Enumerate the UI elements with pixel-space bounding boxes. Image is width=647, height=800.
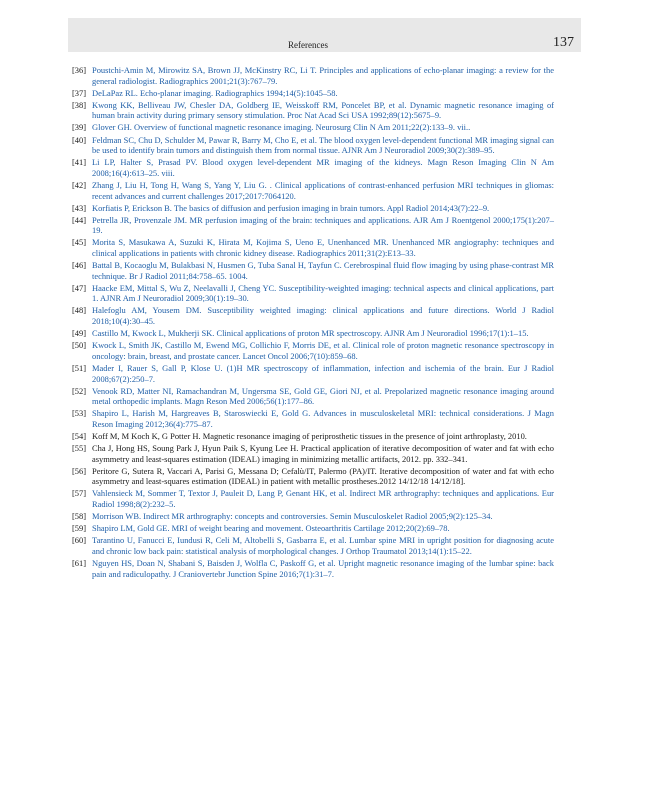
- reference-link[interactable]: Poustchi-Amin M, Mirowitz SA, Brown JJ, McKinstry RC, Li T. Principles and applications of echo-planar imaging: a review for the general radiologist. Radiographics 2001;21(3):767–79.: [92, 65, 554, 86]
- reference-item: [72, 260, 554, 281]
- reference-number: [41]: [72, 157, 87, 168]
- reference-item: [72, 203, 554, 214]
- reference-link[interactable]: Zhang J, Liu H, Tong H, Wang S, Yang Y, Liu G. . Clinical applications of contrast-enhanced perfusion MRI techniques in gliomas: recent advances and current challenges 2017;2017:7064120.: [92, 179, 554, 201]
- reference-number: [36]: [72, 65, 87, 75]
- reference-number: [48]: [72, 305, 87, 316]
- reference-number: [57]: [72, 488, 87, 499]
- reference-item: [72, 511, 554, 522]
- reference-number: [61]: [72, 558, 87, 569]
- reference-number: [44]: [72, 214, 87, 225]
- reference-item: [72, 558, 554, 579]
- reference-link[interactable]: Haacke EM, Mittal S, Wu Z, Neelavalli J, Cheng YC. Susceptibility-weighted imaging: technical aspects and clinical applications, part 1. AJNR Am J Neuroradiol 2009;30(1):19–30.: [92, 282, 554, 304]
- reference-number: [51]: [72, 362, 87, 373]
- reference-item: [72, 408, 554, 429]
- page-number: 137: [553, 35, 574, 50]
- reference-link[interactable]: DeLaPaz RL. Echo-planar imaging. Radiographics 1994;14(5):1045–58.: [92, 87, 338, 98]
- reference-item: [72, 135, 554, 156]
- reference-text: Peritore G, Sutera R, Vaccari A, Parisi G, Messana D; Cefalù/IT, Palermo (PA)/IT. Iterative decomposition of water and fat with echo asymmetry and least-squares estimation (IDEAL) in patient with metallic prostheses.2012 14/12/18 14/12/18].: [92, 465, 554, 487]
- reference-number: [43]: [72, 202, 87, 213]
- reference-item: [72, 305, 554, 326]
- reference-item: [72, 237, 554, 258]
- reference-link[interactable]: Halefoglu AM, Yousem DM. Susceptibility weighted imaging: clinical applications and future directions. World J Radiol 2018;10(4):30–45.: [92, 305, 554, 327]
- reference-link[interactable]: Li LP, Halter S, Prasad PV. Blood oxygen level-dependent MR imaging of the kidneys. Magn Reson Imaging Clin N Am 2008;16(4):613–25. viii.: [92, 157, 554, 178]
- reference-number: [54]: [72, 431, 87, 441]
- reference-number: [59]: [72, 523, 87, 534]
- reference-item: [72, 431, 554, 442]
- reference-item: [72, 65, 554, 86]
- reference-number: [38]: [72, 99, 87, 110]
- reference-link[interactable]: Kwong KK, Belliveau JW, Chesler DA, Goldberg IE, Weisskoff RM, Poncelet BP, et al. Dynamic magnetic resonance imaging of human brain activity during primary sensory stimulation. Proc Nat Acad Sci USA 1992;89(12):5675–9.: [92, 99, 554, 121]
- reference-link[interactable]: Shapiro L, Harish M, Hargreaves B, Staroswiecki E, Gold G. Advances in musculoskeletal MRI: technical considerations. J Magn Reson Imaging 2012;36(4):775–87.: [92, 408, 554, 429]
- reference-number: [58]: [72, 511, 87, 522]
- reference-number: [52]: [72, 385, 87, 396]
- reference-number: [49]: [72, 328, 87, 339]
- reference-number: [46]: [72, 260, 87, 271]
- reference-number: [50]: [72, 340, 87, 351]
- reference-item: [72, 122, 554, 133]
- reference-item: [72, 283, 554, 304]
- reference-link[interactable]: Nguyen HS, Doan N, Shabani S, Baisden J, Wolfla C, Paskoff G, et al. Upright magnetic resonance imaging of the lumbar spine: back pain and radiculopathy. J Craniovertebr Junction Spine 2016;7(1):31–7.: [92, 558, 554, 579]
- reference-item: [72, 157, 554, 178]
- reference-number: [39]: [72, 122, 87, 133]
- reference-item: [72, 215, 554, 236]
- reference-link[interactable]: Vahlensieck M, Sommer T, Textor J, Pauleit D, Lang P, Genant HK, et al. Indirect MR arthrography: techniques and applications. Eur Radiol 1998;8(2):232–5.: [92, 488, 554, 510]
- reference-number: [42]: [72, 179, 87, 190]
- reference-link[interactable]: Shapiro LM, Gold GE. MRI of weight bearing and movement. Osteoarthritis Cartilage 2012;20(2):69–78.: [92, 523, 450, 534]
- reference-number: [45]: [72, 237, 87, 248]
- reference-number: [37]: [72, 87, 87, 98]
- reference-number: [40]: [72, 134, 87, 145]
- reference-link[interactable]: Petrella JR, Provenzale JM. MR perfusion imaging of the brain: techniques and applications. AJR Am J Roentgenol 2000;175(1):207–19.: [92, 214, 554, 236]
- reference-item: [72, 88, 554, 99]
- reference-number: [60]: [72, 535, 87, 546]
- reference-item: [72, 328, 554, 339]
- reference-number: [53]: [72, 408, 87, 419]
- reference-link[interactable]: Kwock L, Smith JK, Castillo M, Ewend MG, Collichio F, Morris DE, et al. Clinical role of proton magnetic resonance spectroscopy in oncology: brain, breast, and prostate cancer. Lancet Oncol 2006;7(10):859–68.: [92, 340, 554, 361]
- reference-item: [72, 386, 554, 407]
- reference-list: [72, 65, 554, 581]
- reference-item: [72, 363, 554, 384]
- reference-number: [47]: [72, 282, 87, 293]
- reference-text: Cha J, Hong HS, Soung Park J, Hyun Paik S, Kyung Lee H. Practical application of iterative decomposition of water and fat with echo asymmetry and least-squares estimation (IDEAL) imaging in minimizing metallic artifacts, 2012. pp. 332–341.: [92, 443, 554, 464]
- reference-item: [72, 340, 554, 361]
- reference-link[interactable]: Morita S, Masukawa A, Suzuki K, Hirata M, Kojima S, Ueno E, Unenhanced MR. Unenhanced MR angiography: techniques and clinical applications in patients with chronic kidney disease. Radiographics 2011;31(2):E13–33.: [92, 237, 554, 258]
- reference-item: [72, 180, 554, 201]
- reference-number: [56]: [72, 465, 87, 476]
- reference-link[interactable]: Morrison WB. Indirect MR arthrography: concepts and controversies. Semin Musculoskelet Radiol 2005;9(2):125–34.: [92, 511, 493, 522]
- reference-number: [55]: [72, 443, 87, 454]
- reference-link[interactable]: Battal B, Kocaoglu M, Bulakbasi N, Husmen G, Tuba Sanal H, Tayfun C. Cerebrospinal fluid flow imaging by using phase-contrast MR technique. Br J Radiol 2011;84:758–65. 1004.: [92, 260, 554, 281]
- reference-item: [72, 523, 554, 534]
- reference-item: [72, 443, 554, 464]
- reference-item: [72, 100, 554, 121]
- running-title: References: [288, 40, 328, 50]
- reference-link[interactable]: Feldman SC, Chu D, Schulder M, Pawar R, Barry M, Cho E, et al. The blood oxygen level-dependent functional MR imaging signal can be used to identify brain tumors and distinguish them from normal tissue. AJNR Am J Neuroradiol 2009;30(2):389–95.: [92, 134, 554, 156]
- reference-link[interactable]: Tarantino U, Fanucci E, Iundusi R, Celi M, Altobelli S, Gasbarra E, et al. Lumbar spine MRI in upright position for diagnosing acute and chronic low back pain: statistical analysis of morphological changes. J Orthop Traumatol 2013;14(1):15–22.: [92, 535, 554, 556]
- reference-link[interactable]: Venook RD, Matter NI, Ramachandran M, Ungersma SE, Gold GE, Giori NJ, et al. Prepolarized magnetic resonance imaging around metal orthopedic implants. Magn Reson Med 2006;56(1):177–86.: [92, 385, 554, 407]
- reference-link[interactable]: Glover GH. Overview of functional magnetic resonance imaging. Neurosurg Clin N Am 2011;22(2):133–9. vii..: [92, 122, 471, 133]
- reference-item: [72, 488, 554, 509]
- reference-link[interactable]: Korfiatis P, Erickson B. The basics of diffusion and perfusion imaging in brain tumors. Appl Radiol 2014;43(7):22–9.: [92, 202, 490, 213]
- reference-item: [72, 535, 554, 556]
- reference-item: [72, 466, 554, 487]
- reference-link[interactable]: Castillo M, Kwock L, Mukherji SK. Clinical applications of proton MR spectroscopy. AJNR Am J Neuroradiol 1996;17(1):1–15.: [92, 328, 529, 339]
- reference-text: Koff M, M Koch K, G Potter H. Magnetic resonance imaging of periprosthetic tissues in the presence of joint arthroplasty, 2010.: [92, 431, 527, 441]
- reference-link[interactable]: Mader I, Rauer S, Gall P, Klose U. (1)H MR spectroscopy of inflammation, infection and ischemia of the brain. Eur J Radiol 2008;67(2):250–7.: [92, 362, 554, 384]
